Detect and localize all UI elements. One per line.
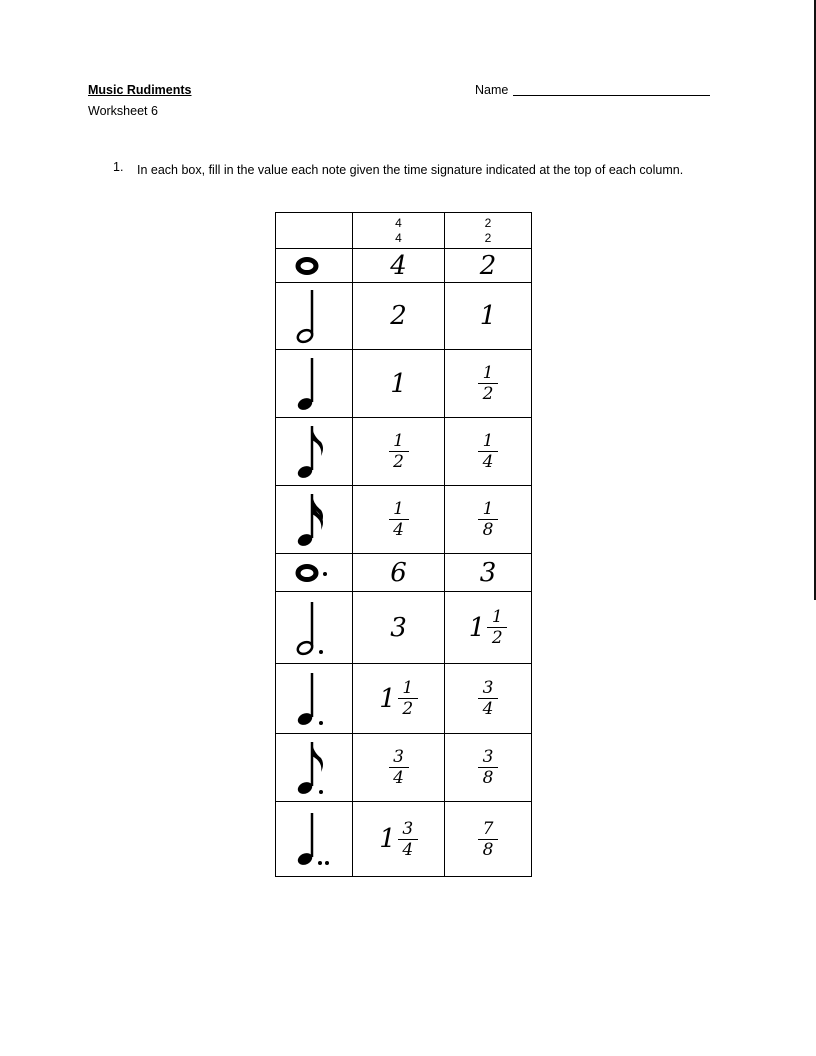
answer-value — [478, 820, 498, 859]
answer-cell-two-two[interactable] — [445, 249, 532, 283]
answer-value: 2 — [390, 301, 407, 331]
time-signature-top: 4 — [395, 215, 402, 230]
answer-cell-four-four[interactable] — [353, 283, 445, 350]
dotted-whole-note-icon — [289, 561, 339, 585]
fraction-denominator: 4 — [402, 839, 414, 860]
answer-cell-four-four[interactable] — [353, 734, 445, 802]
whole-note-icon — [289, 254, 339, 278]
answer-whole: 1 — [468, 612, 486, 643]
time-signature-cell — [445, 213, 532, 249]
note-cell — [276, 350, 353, 418]
fraction-denominator: 2 — [393, 452, 404, 472]
time-signature-bottom: 4 — [395, 230, 402, 245]
answer-cell-two-two[interactable] — [445, 418, 532, 486]
dotted-quarter-note-icon — [289, 669, 339, 729]
fraction-numerator: 3 — [482, 678, 494, 698]
eighth-note-icon — [289, 422, 339, 482]
answer-cell-two-two[interactable] — [445, 283, 532, 350]
answer-value — [478, 432, 498, 471]
fraction-numerator: 1 — [482, 363, 494, 383]
time-signature-bottom: 2 — [484, 230, 492, 245]
answer-cell-four-four[interactable] — [353, 592, 445, 664]
table-row — [276, 350, 532, 418]
name-label: Name — [475, 83, 509, 97]
table-row — [276, 249, 532, 283]
answer-fraction — [487, 608, 507, 647]
answer-value: 1 — [479, 301, 497, 331]
fraction-numerator: 1 — [402, 678, 414, 698]
fraction-denominator: 2 — [491, 628, 503, 648]
answer-cell-four-four[interactable] — [353, 418, 445, 486]
answer-fraction — [398, 679, 418, 718]
answer-value: 1 — [390, 368, 407, 399]
time-signature-row — [276, 213, 532, 249]
answer-fraction — [478, 679, 498, 718]
answer-cell-four-four[interactable] — [353, 486, 445, 554]
note-cell — [276, 664, 353, 734]
fraction-numerator: 3 — [482, 747, 494, 767]
note-cell — [276, 802, 353, 877]
answer-value: 3 — [390, 612, 407, 643]
answer-fraction — [478, 500, 498, 539]
answer-fraction — [389, 500, 409, 539]
dotted-eighth-note-icon — [289, 738, 339, 798]
double-dotted-quarter-note-icon — [289, 809, 339, 869]
worksheet-subtitle: Worksheet 6 — [88, 104, 158, 118]
answer-cell-four-four[interactable] — [353, 350, 445, 418]
fraction-denominator: 2 — [402, 699, 414, 719]
fraction-denominator: 8 — [482, 839, 494, 860]
fraction-denominator: 4 — [482, 452, 494, 472]
fraction-numerator: 7 — [482, 818, 494, 839]
answer-value: 2 — [479, 250, 497, 281]
note-cell — [276, 249, 353, 283]
worksheet-title: Music Rudiments — [88, 83, 192, 97]
question-number: 1. — [113, 160, 124, 174]
table-row — [276, 664, 532, 734]
fraction-denominator: 4 — [393, 768, 404, 788]
fraction-denominator: 2 — [482, 384, 494, 404]
answer-value — [478, 679, 498, 718]
note-cell — [276, 418, 353, 486]
answer-fraction — [478, 820, 498, 859]
fraction-numerator: 3 — [393, 747, 404, 767]
time-signature-top: 2 — [484, 215, 492, 230]
answer-fraction — [398, 820, 418, 859]
answer-value: 3 — [479, 557, 497, 588]
note-cell — [276, 486, 353, 554]
table-row — [276, 554, 532, 592]
note-cell — [276, 592, 353, 664]
note-cell — [276, 554, 353, 592]
answer-fraction — [389, 748, 409, 787]
answer-value — [379, 820, 418, 859]
answer-cell-four-four[interactable] — [353, 249, 445, 283]
answer-value — [478, 748, 498, 787]
fraction-denominator: 8 — [482, 520, 494, 540]
answer-cell-two-two[interactable] — [445, 664, 532, 734]
answer-value: 6 — [390, 557, 407, 588]
answer-fraction — [389, 432, 409, 471]
fraction-numerator: 1 — [482, 499, 494, 519]
table-row — [276, 486, 532, 554]
time-signature-cell — [353, 213, 445, 249]
table-row — [276, 418, 532, 486]
fraction-numerator: 1 — [482, 431, 494, 451]
answer-value — [469, 608, 508, 647]
question-text: In each box, fill in the value each note given the time signature indicated at the top of each column. — [137, 163, 684, 177]
answer-cell-two-two[interactable] — [445, 734, 532, 802]
name-field[interactable] — [513, 95, 710, 96]
sixteenth-note-icon — [289, 490, 339, 550]
answer-cell-four-four[interactable] — [353, 554, 445, 592]
answer-value — [379, 679, 418, 718]
table-row — [276, 802, 532, 877]
answer-fraction — [478, 432, 498, 471]
dotted-half-note-icon — [289, 598, 339, 658]
note-cell — [276, 734, 353, 802]
table-row — [276, 283, 532, 350]
answer-fraction — [478, 748, 498, 787]
answer-value — [389, 432, 409, 471]
table-row — [276, 592, 532, 664]
corner-cell — [276, 213, 353, 249]
answer-value — [389, 748, 409, 787]
quarter-note-icon — [289, 354, 339, 414]
answer-cell-two-two[interactable] — [445, 350, 532, 418]
answer-cell-four-four[interactable] — [353, 664, 445, 734]
answer-cell-two-two[interactable] — [445, 802, 532, 877]
answer-value: 4 — [390, 250, 407, 281]
half-note-icon — [289, 286, 339, 346]
table-row — [276, 734, 532, 802]
answer-value — [478, 364, 498, 403]
fraction-numerator: 1 — [393, 431, 404, 451]
answer-whole: 1 — [379, 683, 396, 714]
fraction-numerator: 1 — [491, 607, 503, 627]
fraction-denominator: 8 — [482, 768, 494, 788]
answer-fraction — [478, 364, 498, 403]
fraction-numerator: 1 — [393, 499, 404, 519]
answer-whole: 1 — [379, 824, 396, 854]
answer-value — [478, 500, 498, 539]
answer-value — [389, 500, 409, 539]
answer-cell-two-two[interactable] — [445, 554, 532, 592]
answer-cell-four-four[interactable] — [353, 802, 445, 877]
answer-cell-two-two[interactable] — [445, 592, 532, 664]
answer-cell-two-two[interactable] — [445, 486, 532, 554]
fraction-denominator: 4 — [393, 520, 404, 540]
fraction-denominator: 4 — [482, 699, 494, 719]
fraction-numerator: 3 — [402, 818, 414, 839]
note-cell — [276, 283, 353, 350]
note-value-table — [275, 212, 532, 877]
